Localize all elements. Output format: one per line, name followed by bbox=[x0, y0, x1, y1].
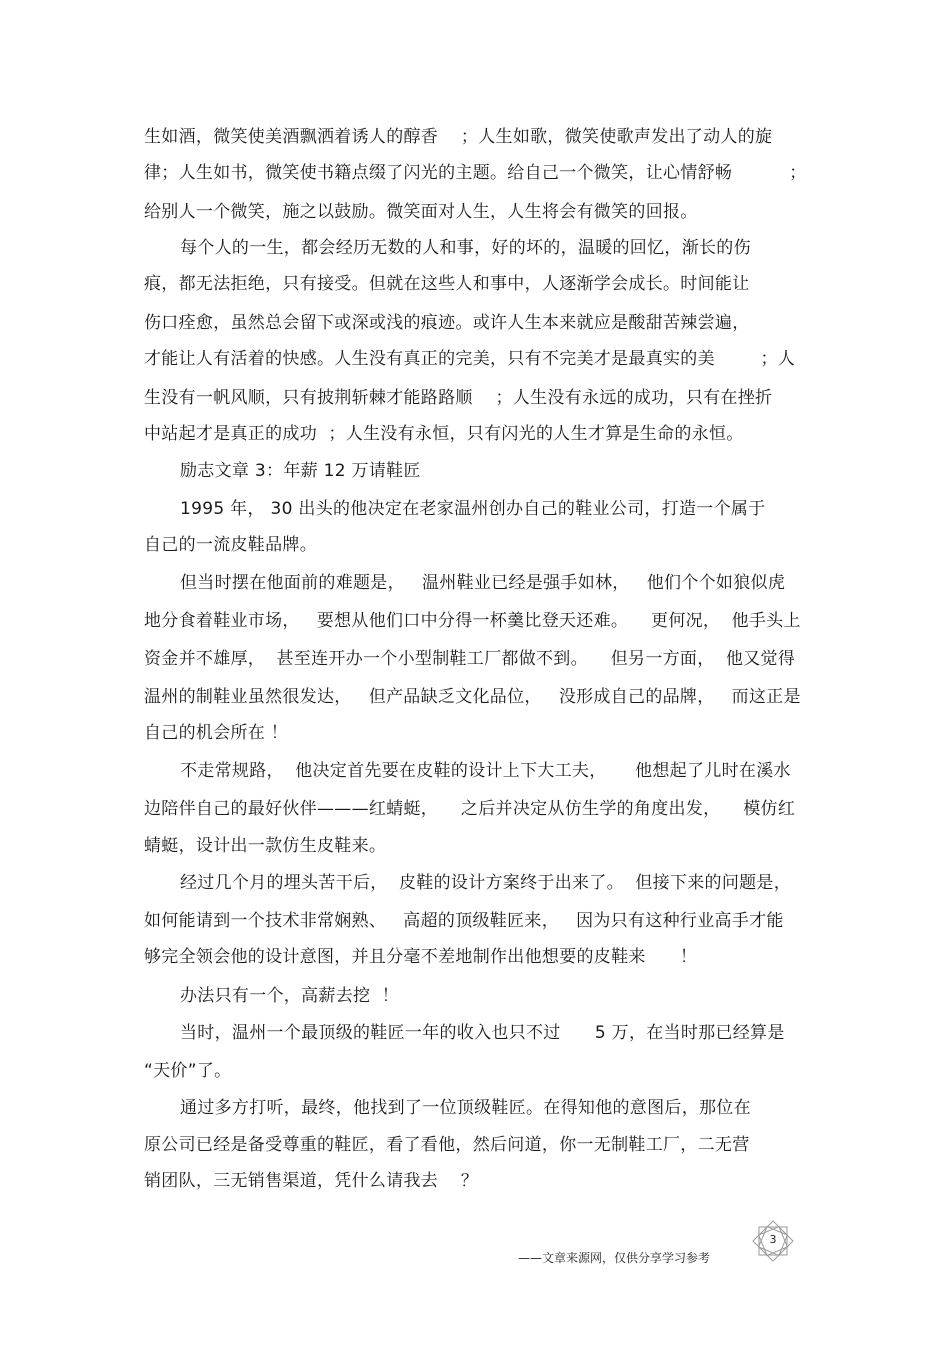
paragraph-first-line: 当时，温州一个最顶级的鞋匠一年的收入也只不过 5 万，在当时那已经算是 bbox=[180, 1023, 785, 1043]
paragraph-first-line: 办法只有一个，高薪去挖 ！ bbox=[180, 986, 400, 1006]
text-line: 自己的一流皮鞋品牌。 bbox=[144, 535, 317, 555]
text-line: 给别人一个微笑，施之以鼓励。微笑面对人生，人生将会有微笑的回报。 bbox=[144, 202, 698, 222]
text-line: 够完全领会他的设计意图，并且分毫不差地制作出他想要的皮鞋来 ！ bbox=[144, 947, 698, 967]
text-line: 如何能请到一个技术非常娴熟、 高超的顶级鞋匠来， 因为只有这种行业高手才能 bbox=[144, 911, 784, 931]
text-line: “天价”了。 bbox=[144, 1061, 232, 1081]
paragraph-first-line: 1995 年， 30 出头的他决定在老家温州创办自己的鞋业公司，打造一个属于 bbox=[180, 499, 766, 519]
paragraph-first-line: 通过多方打听，最终，他找到了一位顶级鞋匠。在得知他的意图后，那位在 bbox=[180, 1098, 751, 1118]
text-line: 伤口痊愈，虽然总会留下或深或浅的痕迹。或许人生本来就应是酸甜苦辣尝遍， bbox=[144, 313, 750, 333]
text-line: 生如酒，微笑使美酒飘洒着诱人的醇香 ；人生如歌，微笑使歌声发出了动人的旋 bbox=[144, 127, 773, 147]
section-heading: 励志文章 3：年薪 12 万请鞋匠 bbox=[180, 461, 421, 481]
paragraph-first-line: 每个人的一生，都会经历无数的人和事，好的坏的，温暖的回忆，渐长的伤 bbox=[180, 238, 751, 258]
text-line: 资金并不雄厚， 甚至连开办一个小型制鞋工厂都做不到。 但另一方面， 他又觉得 bbox=[144, 649, 796, 669]
text-line: 销团队，三无销售渠道，凭什么请我去 ？ bbox=[144, 1171, 479, 1191]
paragraph-first-line: 不走常规路， 他决定首先要在皮鞋的设计上下大工夫， 他想起了儿时在溪水 bbox=[180, 761, 791, 781]
text-line: 自己的机会所在 ！ bbox=[144, 723, 289, 743]
text-line: 原公司已经是备受尊重的鞋匠，看了看他，然后问道，你一无制鞋工厂，二无营 bbox=[144, 1135, 750, 1155]
page-number: 3 bbox=[769, 1233, 777, 1246]
text-line: 痕，都无法拒绝，只有接受。但就在这些人和事中，人逐渐学会成长。时间能让 bbox=[144, 274, 750, 294]
paragraph-first-line: 但当时摆在他面前的难题是， 温州鞋业已经是强手如林， 他们个个如狼似虎 bbox=[180, 573, 786, 593]
text-line: 中站起才是真正的成功 ；人生没有永恒，只有闪光的人生才算是生命的永恒。 bbox=[144, 424, 744, 444]
text-line: 律；人生如书，微笑使书籍点缀了闪光的主题。给自己一个微笑，让心情舒畅 ； bbox=[144, 163, 807, 183]
paragraph-first-line: 经过几个月的埋头苦干后， 皮鞋的设计方案终于出来了。 但接下来的问题是， bbox=[180, 873, 792, 893]
text-line: 才能让人有活着的快感。人生没有真正的完美，只有不完美才是最真实的美 ；人 bbox=[144, 349, 796, 369]
text-line: 地分食着鞋业市场， 要想从他们口中分得一杯羹比登天还难。 更何况， 他手头上 bbox=[144, 611, 801, 631]
text-line: 边陪伴自己的最好伙伴———红蜻蜓， 之后并决定从仿生学的角度出发， 模仿红 bbox=[144, 799, 796, 819]
footer-source-note: ——文章来源网，仅供分享学习参考 bbox=[518, 1251, 711, 1265]
text-line: 生没有一帆风顺，只有披荆斩棘才能路路顺 ；人生没有永远的成功，只有在挫折 bbox=[144, 388, 773, 408]
text-line: 温州的制鞋业虽然很发达， 但产品缺乏文化品位， 没形成自己的品牌， 而这正是 bbox=[144, 687, 801, 707]
text-line: 蜻蜓，设计出一款仿生皮鞋来。 bbox=[144, 836, 387, 856]
